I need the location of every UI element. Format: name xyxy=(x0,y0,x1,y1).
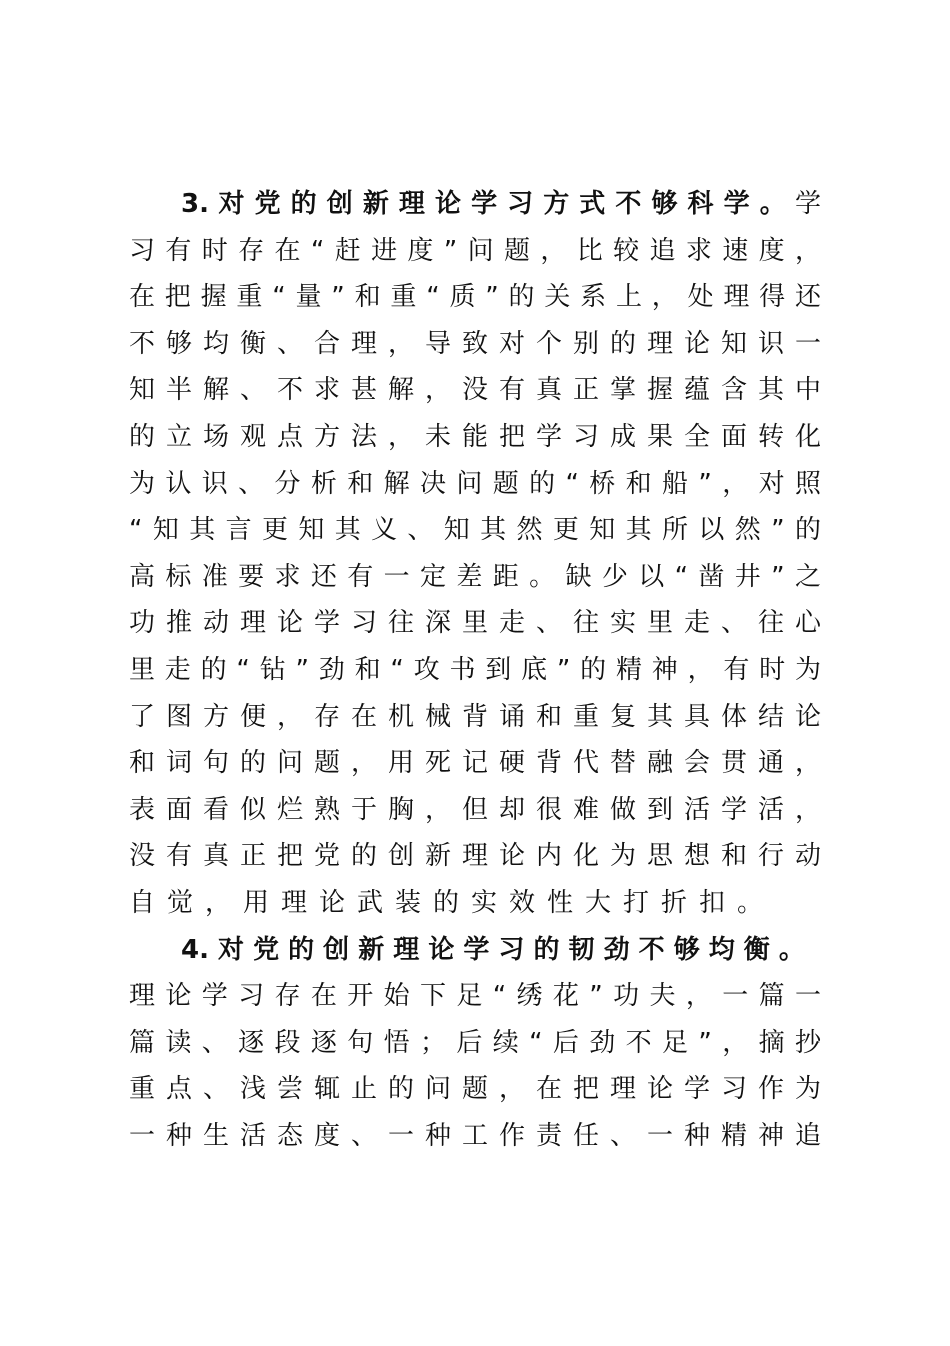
paragraph-3-line-16: 自觉，用理论武装的实效性大打折扣。 xyxy=(129,887,776,918)
paragraph-3-line-1 xyxy=(129,181,821,228)
paragraph-4-heading: 4. 对 党 的 创 新 理 论 学 习 的 韧 劲 不 够 均 衡 。 xyxy=(181,934,805,965)
paragraph-3-line-13: 和词句的问题，用死记硬背代替融会贯通， xyxy=(129,748,821,779)
paragraph-3-line-9: 高标准要求还有一定差距。缺少以“凿井”之 xyxy=(129,561,821,592)
paragraph-3-line-10: 功推动理论学习往深里走、往实里走、往心 xyxy=(129,608,821,639)
paragraph-4-line-3: 重点、浅尝辄止的问题，在把理论学习作为 xyxy=(129,1074,821,1105)
paragraph-3-line-4: 不够均衡、合理，导致对个别的理论知识一 xyxy=(129,328,821,359)
paragraph-3-line-12: 了图方便，存在机械背诵和重复其具体结论 xyxy=(129,701,821,732)
paragraph-3-line-15: 没有真正把党的创新理论内化为思想和行动 xyxy=(129,841,821,872)
paragraph-4-line-4: 一种生活态度、一种工作责任、一种精神追 xyxy=(129,1120,821,1151)
paragraph-3-line-3: 在把握重“量”和重“质”的关系上，处理得还 xyxy=(129,282,821,313)
paragraph-3-line-6: 的立场观点方法，未能把学习成果全面转化 xyxy=(129,421,821,452)
paragraph-4-line-1: 理论学习存在开始下足“绣花”功夫，一篇一 xyxy=(129,981,821,1012)
document-body xyxy=(129,181,821,1159)
paragraph-3-line-14: 表面看似烂熟于胸，但却很难做到活学活， xyxy=(129,794,821,825)
paragraph-3-line-11: 里走的“钻”劲和“攻书到底”的精神，有时为 xyxy=(129,654,821,685)
paragraph-3-text: 学 xyxy=(795,189,822,219)
paragraph-3-line-5: 知半解、不求甚解，没有真正掌握蕴含其中 xyxy=(129,375,821,406)
paragraph-3-line-2: 习有时存在“赶进度”问题，比较追求速度， xyxy=(129,235,821,266)
paragraph-3-line-7: 为认识、分析和解决问题的“桥和船”，对照 xyxy=(129,468,821,499)
paragraph-4-line-2: 篇读、逐段逐句悟；后续“后劲不足”，摘抄 xyxy=(129,1027,821,1058)
paragraph-3-line-8: “知其言更知其义、知其然更知其所以然”的 xyxy=(129,515,821,546)
paragraph-3-heading: 3. 对 党 的 创 新 理 论 学 习 方 式 不 够 科 学 。 xyxy=(181,189,787,219)
